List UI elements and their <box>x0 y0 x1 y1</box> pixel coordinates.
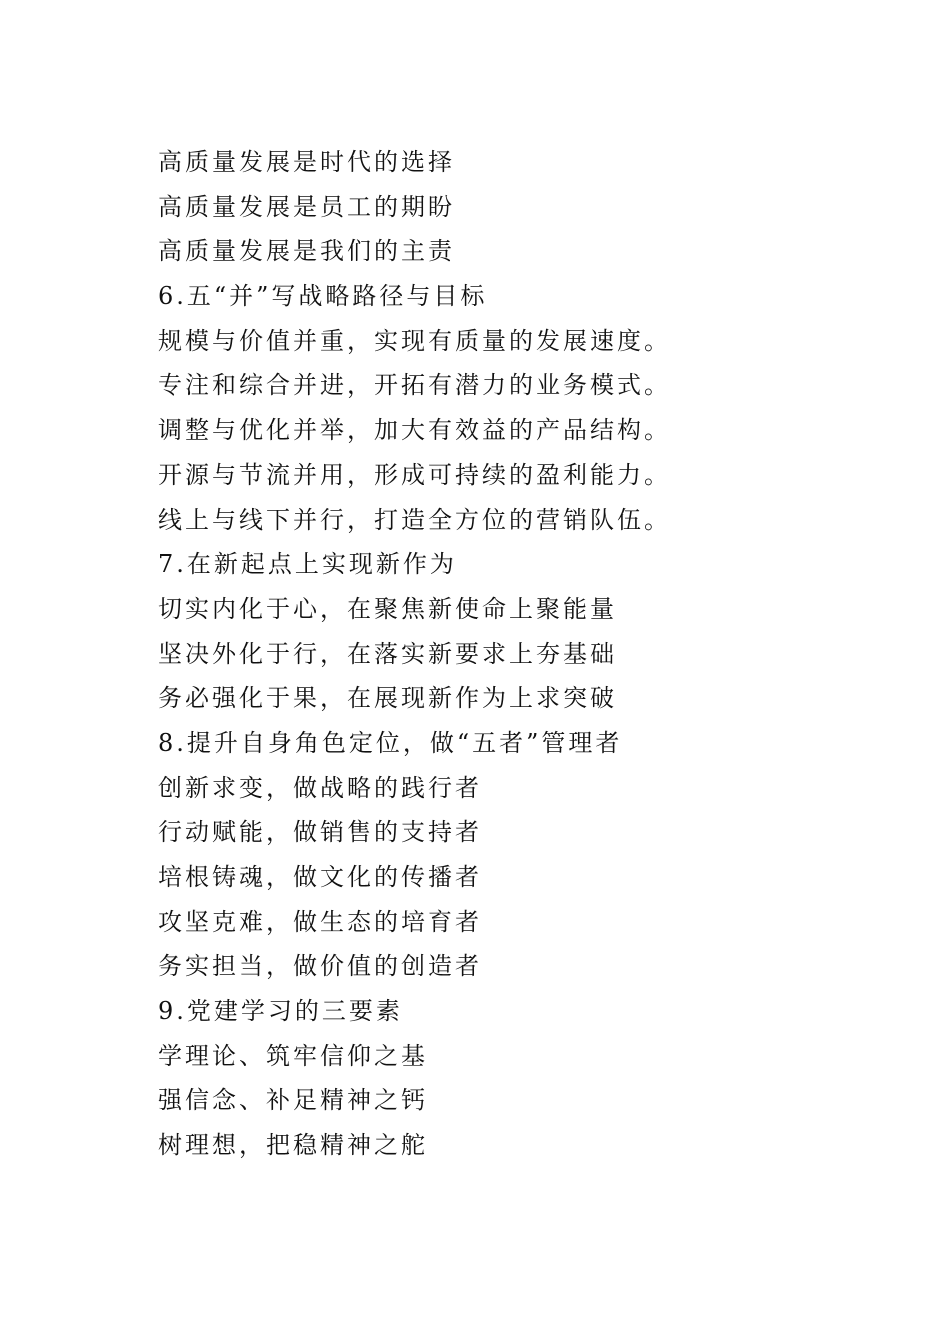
text-line: 规模与价值并重，实现有质量的发展速度。 <box>158 326 671 355</box>
section-heading: 8.提升自身角色定位，做“五者”管理者 <box>158 728 623 757</box>
text-line: 务实担当，做价值的创造者 <box>158 952 482 981</box>
text-line: 强信念、补足精神之钙 <box>158 1086 428 1115</box>
text-line: 高质量发展是我们的主责 <box>158 237 455 266</box>
text-line: 调整与优化并举，加大有效益的产品结构。 <box>158 416 671 445</box>
section-heading: 9.党建学习的三要素 <box>158 997 403 1026</box>
text-line: 线上与线下并行，打造全方位的营销队伍。 <box>158 505 671 534</box>
text-line: 高质量发展是时代的选择 <box>158 148 455 176</box>
text-line: 行动赋能，做销售的支持者 <box>158 818 482 847</box>
section-heading: 6.五“并”写战略路径与目标 <box>158 282 488 311</box>
text-line: 创新求变，做战略的践行者 <box>158 773 482 802</box>
text-line: 树理想，把稳精神之舵 <box>158 1131 428 1160</box>
text-line: 坚决外化于行，在落实新要求上夯基础 <box>158 639 617 668</box>
text-line: 务必强化于果，在展现新作为上求突破 <box>158 684 617 713</box>
text-line: 攻坚克难，做生态的培育者 <box>158 907 482 936</box>
text-line: 专注和综合并进，开拓有潜力的业务模式。 <box>158 371 671 400</box>
text-line: 高质量发展是员工的期盼 <box>158 192 455 221</box>
section-heading: 7.在新起点上实现新作为 <box>158 550 457 579</box>
text-line: 培根铸魂，做文化的传播者 <box>158 863 482 891</box>
text-line: 开源与节流并用，形成可持续的盈利能力。 <box>158 460 671 489</box>
document-body <box>158 140 898 1168</box>
text-line: 切实内化于心，在聚焦新使命上聚能量 <box>158 594 617 623</box>
text-line: 学理论、筑牢信仰之基 <box>158 1041 428 1070</box>
